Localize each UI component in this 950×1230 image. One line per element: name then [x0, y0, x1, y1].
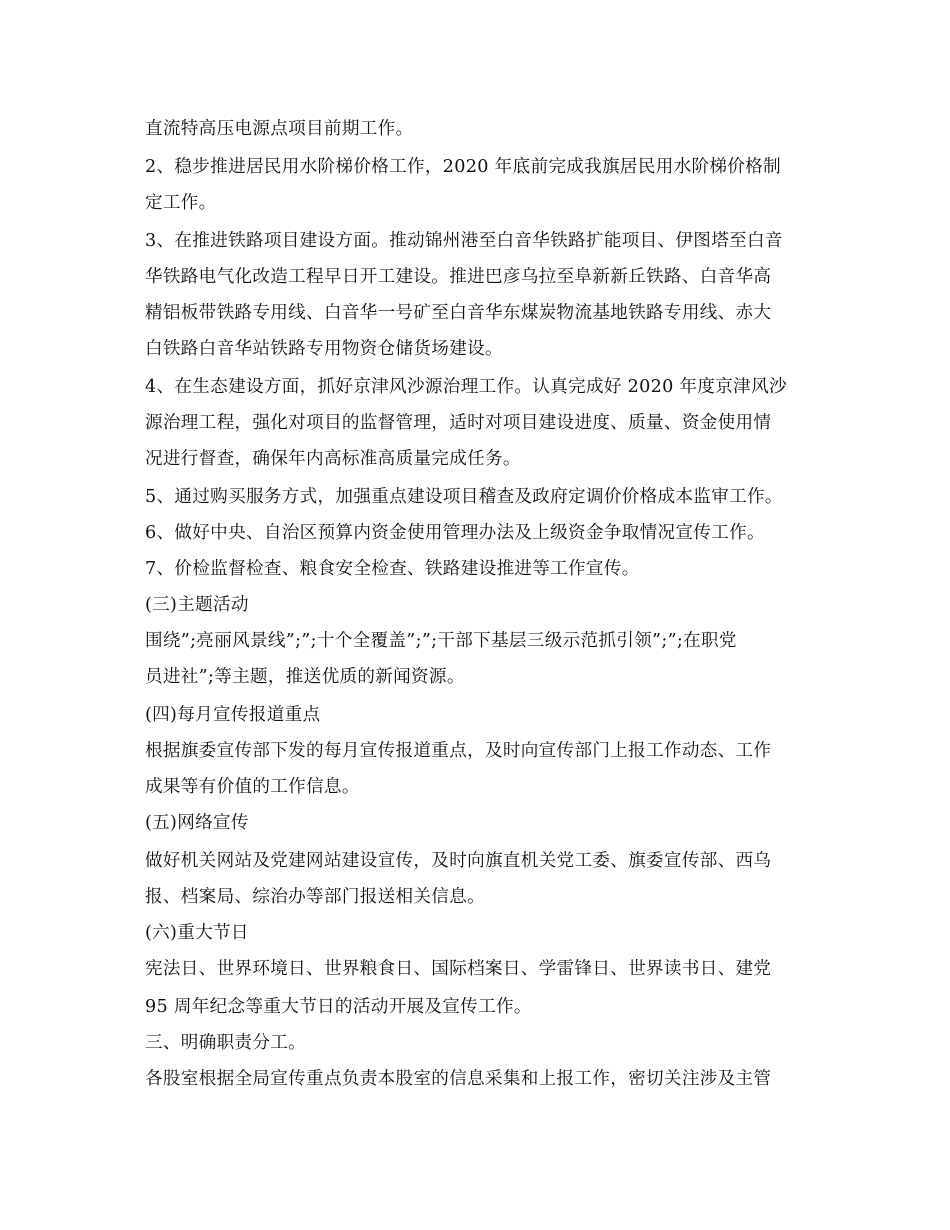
section-heading: (三)主题活动 — [145, 595, 249, 615]
text-line: 3、在推进铁路项目建设方面。推动锦州港至白音华铁路扩能项目、伊图塔至白音 — [145, 231, 783, 251]
text-line: 定工作。 — [145, 193, 217, 213]
text-line: 源治理工程，强化对项目的监督管理，适时对项目建设进度、质量、资金使用情 — [145, 413, 772, 433]
section-heading: (六)重大节日 — [145, 923, 249, 943]
text-line: 直流特高压电源点项目前期工作。 — [145, 119, 414, 139]
text-line: 7、价检监督检查、粮食安全检查、铁路建设推进等工作宣传。 — [145, 559, 640, 579]
text-line: 报、档案局、综治办等部门报送相关信息。 — [145, 887, 485, 907]
text-line: 6、做好中央、自治区预算内资金使用管理办法及上级资金争取情况宣传工作。 — [145, 523, 765, 543]
text-line: 2、稳步推进居民用水阶梯价格工作，2020 年底前完成我旗居民用水阶梯价格制 — [145, 157, 781, 177]
text-line: 4、在生态建设方面，抓好京津风沙源治理工作。认真完成好 2020 年度京津风沙 — [145, 377, 787, 397]
text-line: 根据旗委宣传部下发的每月宣传报道重点，及时向宣传部门上报工作动态、工作 — [145, 741, 772, 761]
section-heading: (四)每月宣传报道重点 — [145, 705, 321, 725]
text-line: 5、通过购买服务方式，加强重点建设项目稽查及政府定调价价格成本监审工作。 — [145, 487, 783, 507]
text-line: 白铁路白音华站铁路专用物资仓储货场建设。 — [145, 339, 503, 359]
text-line: 95 周年纪念等重大节日的活动开展及宣传工作。 — [145, 997, 532, 1017]
text-line: 各股室根据全局宣传重点负责本股室的信息采集和上报工作，密切关注涉及主管 — [145, 1069, 772, 1089]
section-heading: (五)网络宣传 — [145, 813, 249, 833]
text-line: 华铁路电气化改造工程早日开工建设。推进巴彦乌拉至阜新新丘铁路、白音华高 — [145, 267, 772, 287]
text-line: 做好机关网站及党建网站建设宣传，及时向旗直机关党工委、旗委宣传部、西乌 — [145, 851, 772, 871]
section-heading: 三、明确职责分工。 — [145, 1033, 307, 1053]
text-line: 成果等有价值的工作信息。 — [145, 777, 360, 797]
text-line: 宪法日、世界环境日、世界粮食日、国际档案日、学雷锋日、世界读书日、建党 — [145, 959, 772, 979]
text-line: 况进行督查，确保年内高标准高质量完成任务。 — [145, 449, 521, 469]
text-line: 员进社”;等主题，推送优质的新闻资源。 — [145, 667, 465, 687]
text-line: 围绕”;亮丽风景线”;”;十个全覆盖”;”;干部下基层三级示范抓引领”;”;在职党 — [145, 631, 737, 651]
text-line: 精铝板带铁路专用线、白音华一号矿至白音华东煤炭物流基地铁路专用线、赤大 — [145, 303, 772, 323]
